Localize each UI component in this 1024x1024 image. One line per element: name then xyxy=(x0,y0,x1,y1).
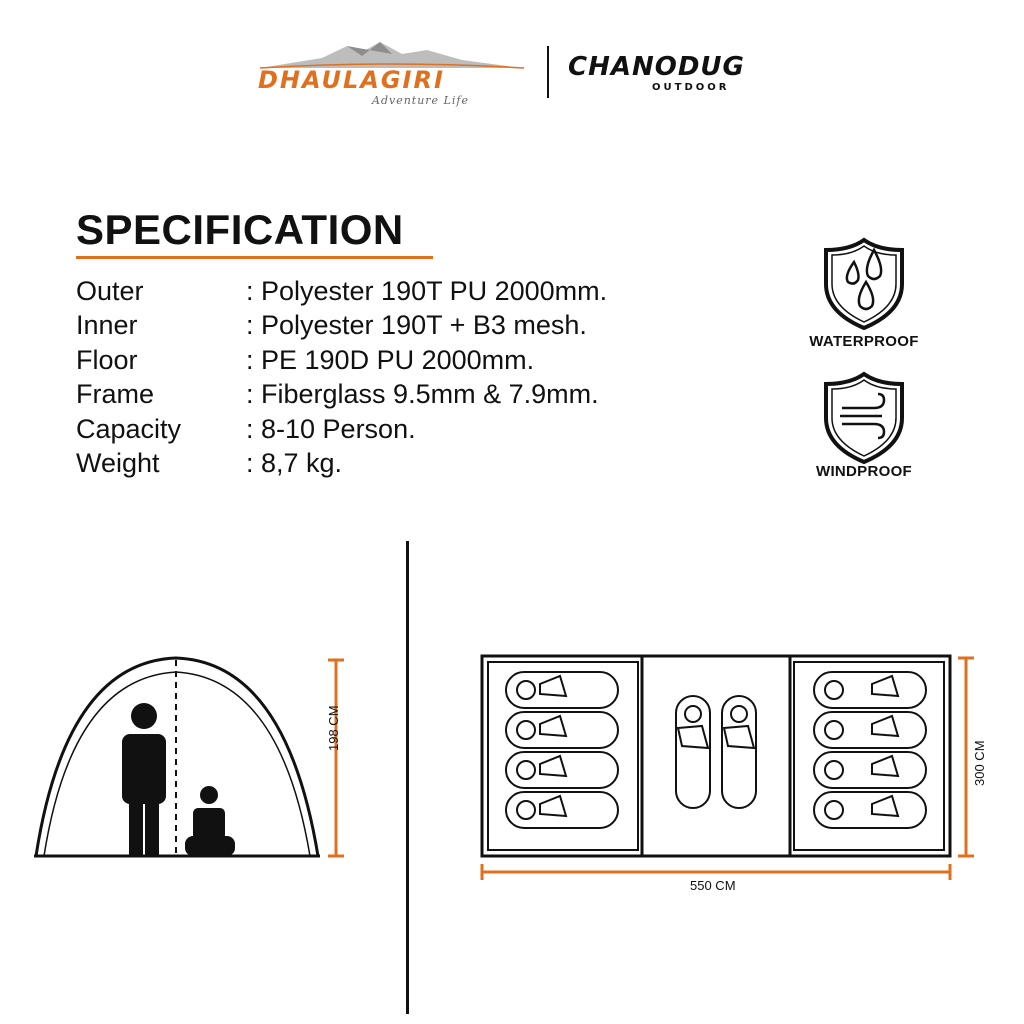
logo-divider xyxy=(547,46,549,98)
spec-label: Capacity xyxy=(76,413,182,444)
waterproof-label: WATERPROOF xyxy=(809,333,919,350)
spec-title-underline xyxy=(76,256,433,259)
spec-value: : Polyester 190T + B3 mesh. xyxy=(246,310,587,341)
section-divider xyxy=(406,541,409,1014)
spec-label: Inner xyxy=(76,310,138,341)
floor-plan-outline xyxy=(482,656,950,856)
tent-floor-plan xyxy=(470,650,1000,880)
brand-left-name: DHAULAGIRI xyxy=(258,66,445,94)
sleeping-bags-right xyxy=(814,672,926,828)
brand-left-tagline: Adventure Life xyxy=(372,94,469,107)
chanodug-logo xyxy=(568,52,778,102)
height-dimension-line xyxy=(328,660,344,856)
tent-outline xyxy=(34,658,320,856)
sitting-person-icon xyxy=(185,786,235,856)
spec-label: Outer xyxy=(76,276,144,306)
spec-value: : Fiberglass 9.5mm & 7.9mm. xyxy=(246,379,599,410)
sleeping-bags-center xyxy=(676,696,756,808)
width-label: 550 CM xyxy=(690,878,736,893)
depth-label: 300 CM xyxy=(972,740,987,786)
tent-side-view xyxy=(30,650,360,865)
brand-right-sub: OUTDOOR xyxy=(652,82,730,93)
waterproof-shield-icon xyxy=(816,236,912,332)
spec-label: Floor xyxy=(76,344,138,375)
spec-value: : 8,7 kg. xyxy=(246,447,343,478)
dhaulagiri-logo xyxy=(252,38,532,108)
spec-value: : Polyester 190T PU 2000mm. xyxy=(246,276,608,306)
brand-right-name: CHANODUG xyxy=(568,52,745,82)
spec-title: SPECIFICATION xyxy=(76,206,404,253)
height-label: 198 CM xyxy=(326,705,341,751)
spec-label: Frame xyxy=(76,379,155,410)
windproof-label: WINDPROOF xyxy=(815,463,913,480)
spec-value: : 8-10 Person. xyxy=(246,413,416,444)
spec-label: Weight xyxy=(76,447,160,478)
standing-person-icon xyxy=(122,703,166,856)
sleeping-bags-left xyxy=(506,672,618,828)
spec-value: : PE 190D PU 2000mm. xyxy=(246,344,535,375)
windproof-shield-icon xyxy=(816,370,912,466)
